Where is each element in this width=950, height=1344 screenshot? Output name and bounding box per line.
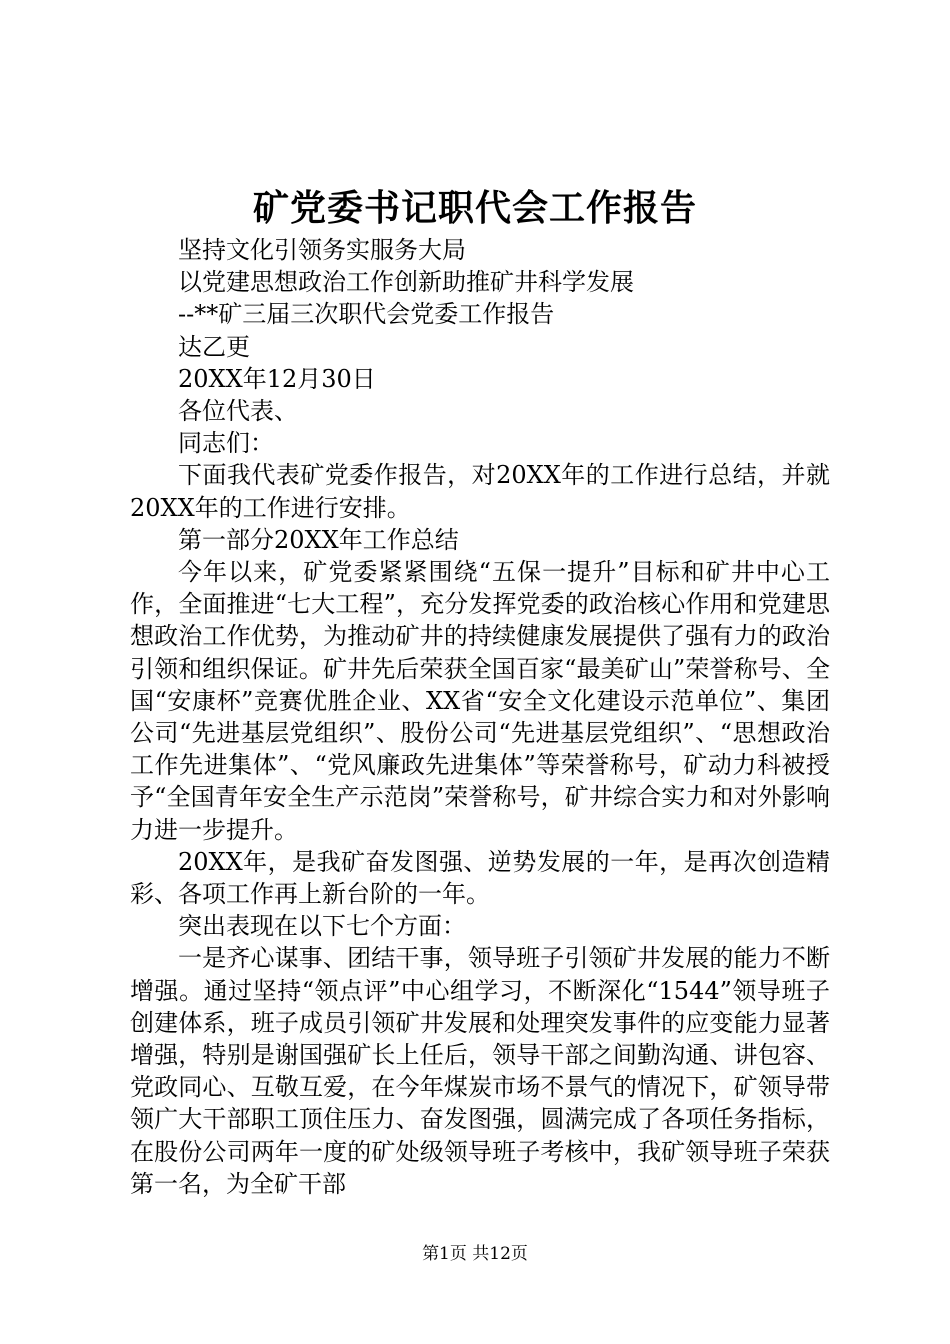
section-heading: 第一部分20XX年工作总结 — [178, 525, 459, 554]
subtitle-line: 以党建思想政治工作创新助推矿井科学发展 — [178, 268, 634, 297]
body-paragraph: 突出表现在以下七个方面： — [178, 912, 466, 941]
body-paragraph: 20XX年，是我矿奋发图强、逆势发展的一年，是再次创造精彩、各项工作再上新台阶的一年。 — [130, 847, 830, 909]
author-name: 达乙更 — [178, 332, 250, 361]
page-number-footer: 第1页 共12页 — [422, 1244, 528, 1264]
subtitle-line: --**矿三届三次职代会党委工作报告 — [178, 300, 555, 329]
body-paragraph: 一是齐心谋事、团结干事，领导班子引领矿井发展的能力不断增强。通过坚持“领点评”中心组学习，不断深化“1544”领导班子创建体系，班子成员引领矿井发展和处理突发事件的应变能力显著增强，特别是谢国强矿长上任后，领导干部之间勤沟通、讲包容、党政同心、互敬互爱，在今年煤炭市场不景气的情况下，矿领导带领广大干部职工顶住压力、奋发图强，圆满完成了各项任务指标，在股份公司两年一度的矿处级领导班子考核中，我矿领导班子荣获第一名，为全矿干部 — [130, 944, 830, 1198]
subtitle-line: 坚持文化引领务实服务大局 — [178, 236, 466, 264]
document-body — [130, 234, 830, 1200]
salutation: 同志们： — [178, 429, 274, 458]
report-date: 20XX年12月30日 — [178, 364, 376, 393]
body-paragraph: 下面我代表矿党委作报告，对20XX年的工作进行总结，并就20XX年的工作进行安排。 — [130, 461, 830, 522]
body-paragraph: 今年以来，矿党委紧紧围绕“五保一提升”目标和矿井中心工作，全面推进“七大工程”，充分发挥党委的政治核心作用和党建思想政治工作优势，为推动矿井的持续健康发展提供了强有力的政治引领和组织保证。矿井先后荣获全国百家“最美矿山”荣誉称号、全国“安康杯”竞赛优胜企业、XX省“安全文化建设示范单位”、集团公司“先进基层党组织”、股份公司“先进基层党组织”、“思想政治工作先进集体”、“党风廉政先进集体”等荣誉称号，矿动力科被授予“全国青年安全生产示范岗”荣誉称号，矿井综合实力和对外影响力进一步提升。 — [130, 558, 830, 844]
document-title: 矿党委书记职代会工作报告 — [252, 187, 697, 229]
salutation: 各位代表、 — [178, 397, 298, 426]
